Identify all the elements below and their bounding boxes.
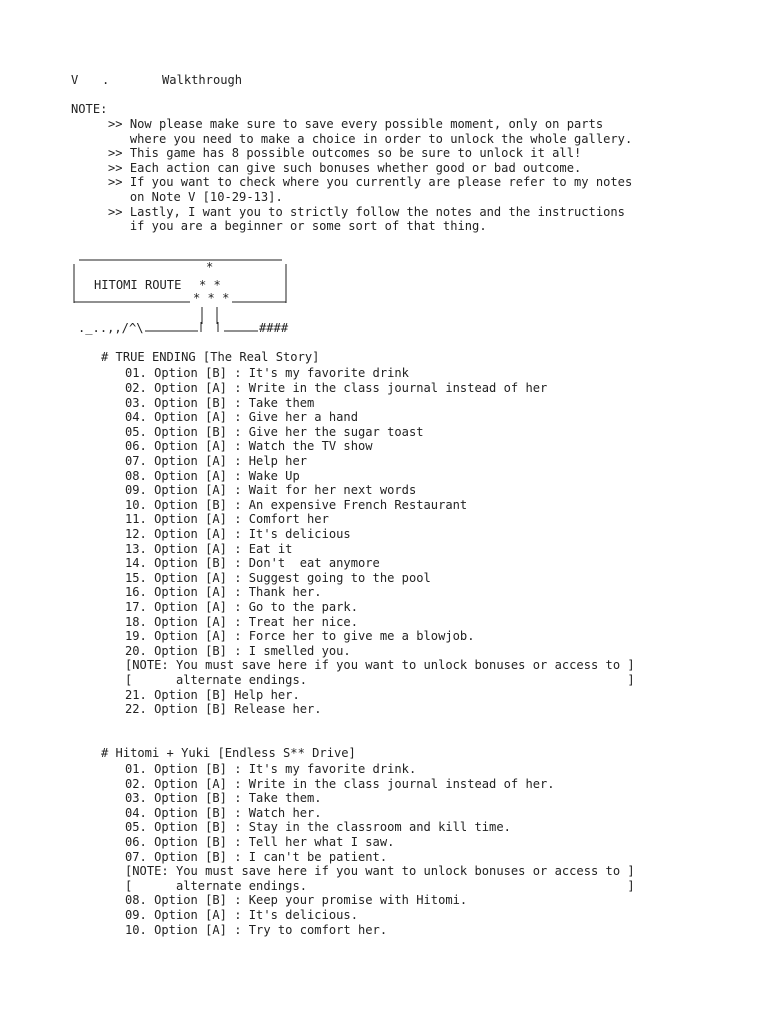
- option-line: 03. Option [B] : Take them.: [125, 791, 322, 806]
- note-line: >> This game has 8 possible outcomes so be sure to unlock it all!: [108, 146, 582, 161]
- option-line: 02. Option [A] : Write in the class journal instead of her.: [125, 776, 555, 791]
- save-note: [NOTE: You must save here if you want to unlock bonuses or access to ]: [125, 864, 635, 879]
- option-line: 16. Option [A] : Thank her.: [125, 585, 322, 600]
- option-line: 01. Option [B] : It's my favorite drink.: [125, 762, 417, 776]
- route-heading: # Hitomi + Yuki [Endless S** Drive]: [101, 746, 356, 760]
- option-line: 07. Option [B] : I can't be patient.: [125, 849, 388, 864]
- banner-title: HITOMI ROUTE: [94, 278, 182, 292]
- option-line: 05. Option [B] : Stay in the classroom and kill time.: [125, 820, 511, 835]
- option-line: 18. Option [A] : Treat her nice.: [125, 614, 358, 629]
- note-line: >> Now please make sure to save every possible moment, only on parts: [108, 117, 604, 131]
- banner-stars-mid: * *: [199, 278, 221, 292]
- save-note: [NOTE: You must save here if you want to unlock bonuses or access to ]: [125, 658, 635, 673]
- banner-ground-right: ####: [259, 321, 289, 335]
- option-line: 09. Option [A] : Wait for her next words: [125, 483, 417, 498]
- option-line: 07. Option [A] : Help her: [125, 454, 308, 468]
- note-line: >> Each action can give such bonuses whether good or bad outcome.: [108, 160, 582, 175]
- option-line: 06. Option [B] : Tell her what I saw.: [125, 835, 395, 849]
- option-line: 09. Option [A] : It's delicious.: [125, 908, 358, 922]
- option-line: 19. Option [A] : Force her to give me a blowjob.: [125, 629, 475, 644]
- option-line: 11. Option [A] : Comfort her: [125, 512, 329, 527]
- option-line: 10. Option [A] : Try to comfort her.: [125, 922, 388, 937]
- option-line: 17. Option [A] : Go to the park.: [125, 600, 358, 614]
- option-line: 05. Option [B] : Give her the sugar toast: [125, 424, 424, 439]
- option-line: 06. Option [A] : Watch the TV show: [125, 439, 373, 454]
- banner-ground-left: ._..,,/^\: [78, 321, 144, 335]
- option-line: 21. Option [B] Help her.: [125, 687, 300, 702]
- route-heading: # TRUE ENDING [The Real Story]: [101, 350, 320, 364]
- note-label: NOTE:: [71, 102, 108, 116]
- option-line: 15. Option [A] : Suggest going to the pool: [125, 570, 431, 585]
- save-note: [ alternate endings. ]: [125, 878, 635, 893]
- option-line: 04. Option [A] : Give her a hand: [125, 410, 358, 425]
- note-line: >> If you want to check where you currently are please refer to my notes: [108, 175, 633, 190]
- option-line: 20. Option [B] : I smelled you.: [125, 643, 351, 658]
- option-line: 08. Option [A] : Wake Up: [125, 468, 300, 483]
- option-line: 14. Option [B] : Don't eat anymore: [125, 556, 380, 571]
- option-line: 10. Option [B] : An expensive French Restaurant: [125, 497, 468, 512]
- option-line: 03. Option [B] : Take them: [125, 395, 315, 410]
- note-line: on Note V [10-29-13].: [108, 190, 283, 204]
- option-line: 02. Option [A] : Write in the class journal instead of her: [125, 381, 548, 395]
- option-line: 04. Option [B] : Watch her.: [125, 805, 322, 820]
- option-line: 22. Option [B] Release her.: [125, 702, 322, 717]
- section-dot: .: [102, 73, 110, 87]
- section-numeral: V: [71, 73, 79, 87]
- section-title: Walkthrough: [162, 73, 243, 87]
- save-note: [ alternate endings. ]: [125, 673, 635, 687]
- option-line: 08. Option [B] : Keep your promise with Hitomi.: [125, 893, 468, 908]
- option-line: 01. Option [B] : It's my favorite drink: [125, 366, 409, 381]
- option-line: 12. Option [A] : It's delicious: [125, 527, 351, 541]
- option-line: 13. Option [A] : Eat it: [125, 541, 293, 556]
- note-line: if you are a beginner or some sort of that thing.: [108, 219, 487, 234]
- note-line: >> Lastly, I want you to strictly follow the notes and the instructions: [108, 204, 625, 219]
- banner-star-top: *: [206, 260, 214, 274]
- banner-stars-low: * * *: [193, 291, 230, 305]
- note-line: where you need to make a choice in order to unlock the whole gallery.: [108, 131, 633, 146]
